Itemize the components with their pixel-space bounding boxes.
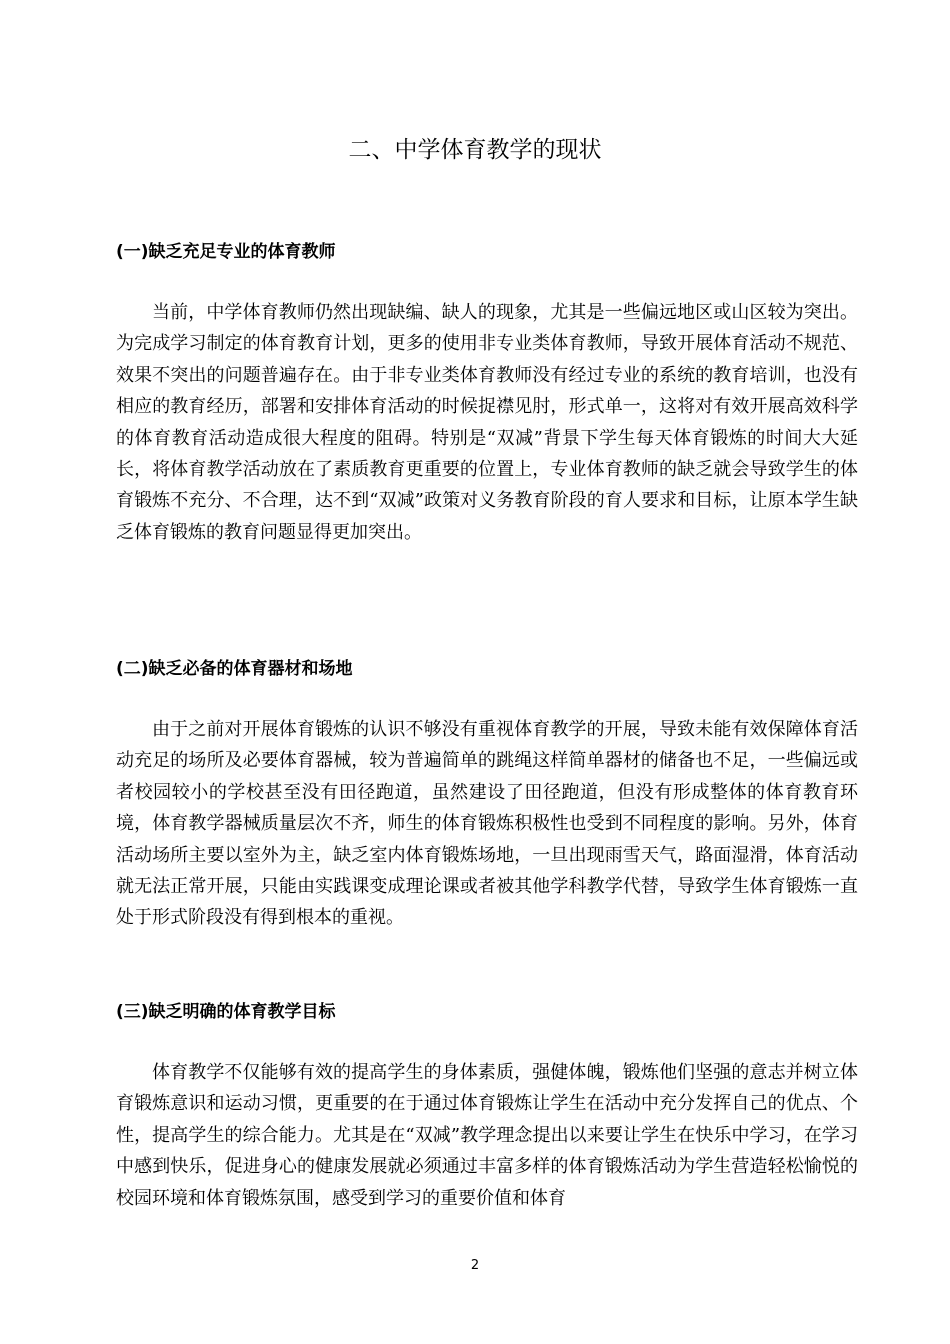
section-paragraph-1: 当前，中学体育教师仍然出现缺编、缺人的现象，尤其是一些偏远地区或山区较为突出。为完成学习制定的体育教育计划，更多的使用非专业类体育教师，导致开展体育活动不规范、效果不突出的问题普遍存在。由于非专业类体育教师没有经过专业的系统的教育培训，也没有相应的教育经历，部署和安排体育活动的时候捉襟见肘，形式单一，这将对有效开展高效科学的体育教育活动造成很大程度的阻碍。特别是“双减”背景下学生每天体育锻炼的时间大大延长，将体育教学活动放在了素质教育更重要的位置上，专业体育教师的缺乏就会导致学生的体育锻炼不充分、不合理，达不到“双减”政策对义务教育阶段的育人要求和目标，让原本学生缺乏体育锻炼的教育问题显得更加突出。 <box>116 302 858 543</box>
section-heading-1: (一)缺乏充足专业的体育教师 <box>116 242 336 262</box>
section-heading-3: (三)缺乏明确的体育教学目标 <box>116 1002 336 1022</box>
section-paragraph-2: 由于之前对开展体育锻炼的认识不够没有重视体育教学的开展，导致未能有效保障体育活动充足的场所及必要体育器械，较为普遍简单的跳绳这样简单器材的储备也不足，一些偏远或者校园较小的学校甚至没有田径跑道，虽然建设了田径跑道，但没有形成整体的体育教育环境，体育教学器械质量层次不齐，师生的体育锻炼积极性也受到不同程度的影响。另外，体育活动场所主要以室外为主，缺乏室内体育锻炼场地，一旦出现雨雪天气，路面湿滑，体育活动就无法正常开展，只能由实践课变成理论课或者被其他学科教学代替，导致学生体育锻炼一直处于形式阶段没有得到根本的重视。 <box>116 719 858 929</box>
page-title: 二、中学体育教学的现状 <box>348 137 602 163</box>
section-heading-2: (二)缺乏必备的体育器材和场地 <box>116 659 353 679</box>
page-number: 2 <box>470 1258 480 1273</box>
section-paragraph-3: 体育教学不仅能够有效的提高学生的身体素质，强健体魄，锻炼他们坚强的意志并树立体育锻炼意识和运动习惯，更重要的在于通过体育锻炼让学生在活动中充分发挥自己的优点、个性，提高学生的综合能力。尤其是在“双减”教学理念提出以来要让学生在快乐中学习，在学习中感到快乐，促进身心的健康发展就必须通过丰富多样的体育锻炼活动为学生营造轻松愉悦的校园环境和体育锻炼氛围，感受到学习的重要价值和体育 <box>116 1062 858 1209</box>
